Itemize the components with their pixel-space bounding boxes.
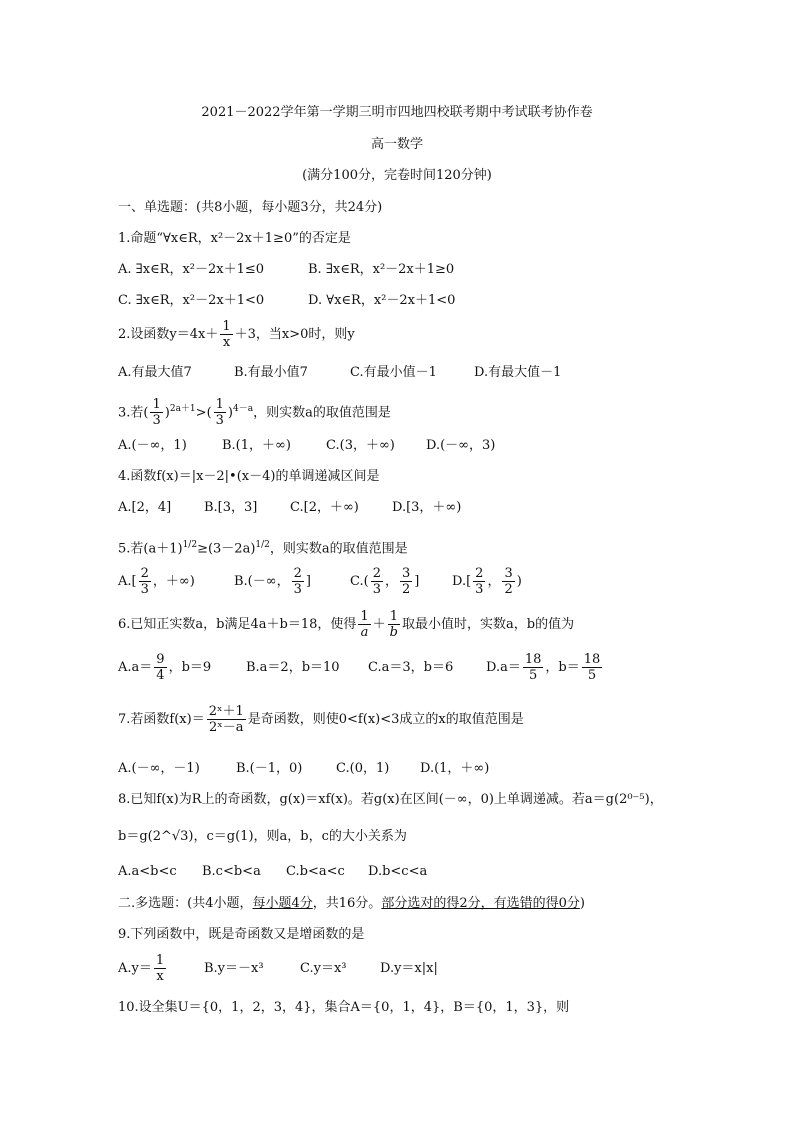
denominator: 3 xyxy=(152,413,161,429)
section-2-underlined: 每小题4分 xyxy=(252,896,313,911)
option-d: D.(－∞，3) xyxy=(426,438,496,453)
q7-text-tail: 是奇函数，则使0<f(x)<3成立的x的取值范围是 xyxy=(247,712,524,727)
option-c: C.b<a<c xyxy=(286,864,345,879)
exponent: 1/2 xyxy=(255,540,270,550)
option-a xyxy=(118,566,195,597)
exponent: 4－a xyxy=(233,404,254,414)
denominator: 5 xyxy=(528,668,538,683)
fraction xyxy=(154,652,166,683)
option-b-tail: ] xyxy=(305,574,311,589)
denominator: 3 xyxy=(372,582,381,597)
option-d: D.y＝x|x| xyxy=(380,961,438,976)
option-a-text: A.a＝ xyxy=(118,660,153,675)
question-8-options xyxy=(118,863,428,881)
numerator: 1 xyxy=(152,397,161,413)
option-a: A. ∃x∈R，x²－2x＋1≤0 xyxy=(118,262,265,277)
option-a-text: A.[ xyxy=(118,574,137,589)
option-a xyxy=(118,953,168,984)
numerator: 9 xyxy=(156,652,165,667)
numerator: 2 xyxy=(293,566,302,581)
exponent: 1/2 xyxy=(182,540,198,550)
fraction xyxy=(358,609,370,640)
question-3-stem xyxy=(118,392,391,430)
question-9-stem: 9.下列函数中，既是奇函数又是增函数的是 xyxy=(118,927,365,942)
q3-gt: >( xyxy=(195,405,212,421)
question-3-options xyxy=(118,437,496,455)
numerator: 3 xyxy=(401,566,411,581)
option-d: D.有最大值－1 xyxy=(474,365,562,380)
separator: ， xyxy=(384,574,398,589)
q3-paren: ) xyxy=(164,405,170,421)
option-c: C.(0，1) xyxy=(336,761,390,776)
option-d-text: D.[ xyxy=(452,574,472,589)
option-d-mid: ，b＝ xyxy=(545,660,580,675)
q7-text: 7.若函数f(x)＝ xyxy=(118,712,205,727)
section-2-text: 二.多选题：(共4小题， xyxy=(118,896,253,911)
fraction xyxy=(154,953,166,984)
numerator: 1 xyxy=(155,953,165,968)
option-b: B.a＝2，b＝10 xyxy=(246,660,340,675)
section-2-text-tail: ) xyxy=(579,896,585,911)
section-2-heading xyxy=(118,895,585,913)
question-1-options-cd xyxy=(118,292,456,310)
q5-text: 5.若(a＋1) xyxy=(118,541,183,557)
option-b: B.c<b<a xyxy=(202,864,261,879)
option-b xyxy=(234,564,311,600)
question-4-stem: 4.函数f(x)＝|x－2|•(x－4)的单调递减区间是 xyxy=(118,469,380,484)
fraction xyxy=(207,704,246,735)
exponent: 2a＋1 xyxy=(169,404,196,414)
question-4-options xyxy=(118,499,462,517)
option-a: A.[2，4] xyxy=(118,500,172,515)
q2-text-tail: ＋3，当x>0时，则y xyxy=(234,327,355,342)
question-5-options xyxy=(118,564,522,600)
option-d-tail: ) xyxy=(516,574,522,589)
numerator: 2 xyxy=(475,566,484,581)
fraction xyxy=(523,652,544,683)
option-d xyxy=(452,564,522,600)
question-1-stem: 1.命题“∀x∈R，x²－2x＋1≥0”的否定是 xyxy=(118,231,351,246)
fraction xyxy=(214,397,226,428)
question-8-line-1: 8.已知f(x)为R上的奇函数，g(x)＝xf(x)。若g(x)在区间(－∞，0)上单调递减。若a＝g(2⁰⁻⁵)， xyxy=(118,792,663,807)
option-a: A.有最大值7 xyxy=(118,365,192,380)
numerator: 1 xyxy=(215,397,224,413)
q6-text-tail: 取最小值时，实数a，b的值为 xyxy=(402,617,575,632)
denominator: 3 xyxy=(215,413,224,429)
separator: ， xyxy=(487,574,501,589)
fraction xyxy=(139,566,151,597)
numerator: 1 xyxy=(360,609,369,624)
denominator: a xyxy=(360,625,369,640)
denominator: 2 xyxy=(401,582,411,597)
option-c: C.y＝x³ xyxy=(300,961,347,976)
question-9-options xyxy=(118,951,438,987)
question-10-stem: 10.设全集U＝{0，1，2，3，4}，集合A＝{0，1，4}，B＝{0，1，3}，则 xyxy=(118,1000,570,1015)
option-b: B.(－1，0) xyxy=(236,761,303,776)
denominator: 3 xyxy=(293,582,302,597)
question-7-stem xyxy=(118,702,524,738)
question-8-line-2: b＝g(2^√3)，c＝g(1)，则a，b，c的大小关系为 xyxy=(118,829,407,844)
denominator: 2 xyxy=(504,582,513,597)
numerator: 18 xyxy=(524,652,542,667)
section-2-text-mid: ，共16分。 xyxy=(312,896,382,911)
option-b: B.有最小值7 xyxy=(234,365,308,380)
q3-text: 3.若( xyxy=(118,405,149,421)
option-b: B.y＝－x³ xyxy=(204,961,264,976)
option-a-tail: ，b＝9 xyxy=(168,660,212,675)
fraction xyxy=(388,609,400,640)
option-a: A.(－∞，1) xyxy=(118,438,187,453)
exam-note: (满分100分，完卷时间120分钟) xyxy=(302,168,492,183)
option-d: D.[3，＋∞) xyxy=(392,500,462,515)
numerator: 2 xyxy=(372,566,381,581)
denominator: 2ˣ－a xyxy=(208,720,244,735)
question-6-options xyxy=(118,650,601,686)
q5-text-tail: ，则实数a的取值范围是 xyxy=(269,541,408,557)
fraction xyxy=(473,566,485,597)
denominator: x xyxy=(222,335,231,350)
fraction xyxy=(400,566,412,597)
option-a-text: A.y＝ xyxy=(118,961,152,976)
denominator: 5 xyxy=(587,668,597,683)
option-a: A.a<b<c xyxy=(118,864,177,879)
denominator: 3 xyxy=(140,582,149,597)
numerator: 2 xyxy=(140,566,149,581)
option-d-text: D.a＝ xyxy=(486,660,521,675)
option-a-tail: ，＋∞) xyxy=(152,574,195,589)
subject-title: 高一数学 xyxy=(370,137,423,152)
q3-text-tail: ，则实数a的取值范围是 xyxy=(253,405,391,421)
option-c: C.[2，＋∞) xyxy=(290,500,359,515)
denominator: 4 xyxy=(156,668,165,683)
numerator: 2ˣ＋1 xyxy=(208,704,244,719)
option-c xyxy=(350,564,419,600)
q6-text: 6.已知正实数a，b满足4a＋b＝18，使得 xyxy=(118,617,357,632)
question-1-options-ab xyxy=(118,261,455,279)
numerator: 1 xyxy=(222,319,231,334)
q5-text-mid: ≥(3－2a) xyxy=(197,541,256,557)
section-2-underlined: 部分选对的得2分，有选错的得0分 xyxy=(381,896,580,911)
question-2-options xyxy=(118,364,562,382)
q2-text: 2.设函数y＝4x＋ xyxy=(118,327,219,342)
question-2-stem xyxy=(118,317,355,353)
denominator: x xyxy=(156,969,164,984)
option-c-tail: ] xyxy=(414,574,420,589)
option-a xyxy=(118,652,212,683)
fraction xyxy=(292,566,304,597)
question-7-options xyxy=(118,760,490,778)
option-c: C.(3，＋∞) xyxy=(326,438,395,453)
fraction xyxy=(371,566,383,597)
denominator: b xyxy=(389,625,398,640)
q3-paren: ) xyxy=(227,405,233,421)
option-d: D.(1，＋∞) xyxy=(420,761,490,776)
plus: ＋ xyxy=(372,617,386,632)
fraction xyxy=(220,319,232,350)
fraction xyxy=(502,566,514,597)
numerator: 1 xyxy=(388,609,400,625)
option-c: C.a＝3，b＝6 xyxy=(368,660,454,675)
option-c: C. ∃x∈R，x²－2x＋1<0 xyxy=(118,293,265,308)
option-c: C.有最小值－1 xyxy=(350,365,437,380)
option-b: B. ∃x∈R，x²－2x＋1≥0 xyxy=(308,262,455,277)
question-5-stem xyxy=(118,530,408,564)
option-d xyxy=(486,650,604,686)
fraction xyxy=(582,652,603,683)
option-b: B.(1，＋∞) xyxy=(222,438,291,453)
section-1-heading: 一、单选题：(共8小题，每小题3分，共24分) xyxy=(118,200,383,215)
numerator: 18 xyxy=(583,652,601,667)
numerator: 3 xyxy=(504,566,513,581)
option-a: A.(－∞，－1) xyxy=(118,761,200,776)
option-b-text: B.(－∞， xyxy=(234,574,290,589)
exam-title: 2021－2022学年第一学期三明市四地四校联考期中考试联考协作卷 xyxy=(201,105,593,120)
denominator: 3 xyxy=(475,582,484,597)
fraction xyxy=(150,397,162,428)
option-d: D. ∀x∈R，x²－2x＋1<0 xyxy=(308,293,456,308)
option-d: D.b<c<a xyxy=(368,864,428,879)
option-c-text: C.( xyxy=(350,574,369,589)
question-6-stem xyxy=(118,607,574,643)
option-b: B.[3，3] xyxy=(204,500,258,515)
